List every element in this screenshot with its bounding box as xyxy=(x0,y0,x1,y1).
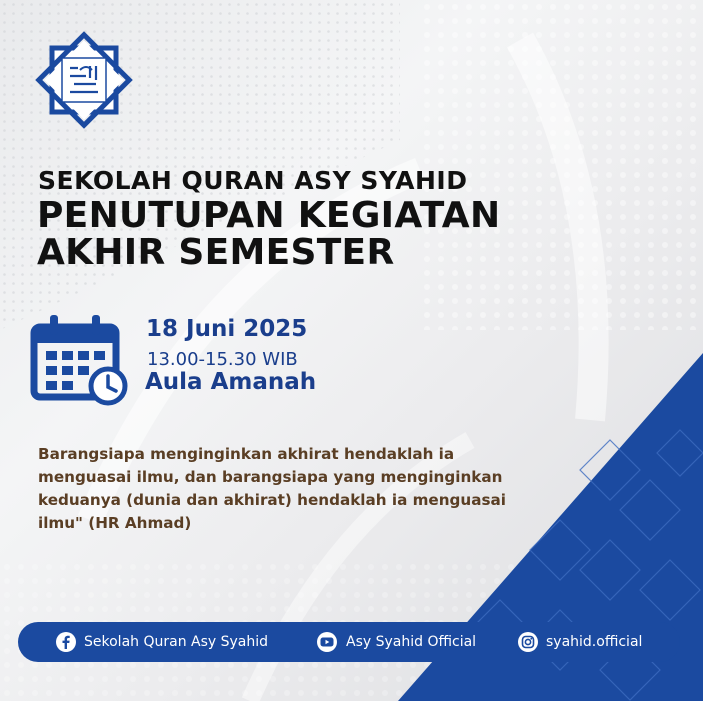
facebook-label: Sekolah Quran Asy Syahid xyxy=(84,634,269,650)
event-title-line-2: AKHIR SEMESTER xyxy=(37,232,395,273)
facebook-link[interactable] xyxy=(56,622,268,662)
event-date: 18 Juni 2025 xyxy=(146,316,308,342)
facebook-icon xyxy=(56,632,76,652)
event-title-line-1: PENUTUPAN KEGIATAN xyxy=(37,195,501,236)
social-media-bar xyxy=(18,622,680,662)
calendar-clock-icon xyxy=(30,313,130,408)
organization-name: SEKOLAH QURAN ASY SYAHID xyxy=(38,166,468,195)
event-time: 13.00-15.30 WIB xyxy=(147,349,298,370)
youtube-icon xyxy=(316,632,338,652)
instagram-label: syahid.official xyxy=(546,634,643,650)
youtube-link[interactable] xyxy=(316,622,476,662)
event-venue: Aula Amanah xyxy=(145,369,317,395)
youtube-label: Asy Syahid Official xyxy=(346,634,477,650)
hadith-quote: Barangsiapa menginginkan akhirat hendaklah ia menguasai ilmu, dan barangsiapa yang menginginkan keduanya (dunia dan akhirat) hendaklah ia menguasai ilmu" (HR Ahmad) xyxy=(38,445,506,532)
instagram-icon xyxy=(518,632,538,652)
instagram-link[interactable] xyxy=(518,622,642,662)
